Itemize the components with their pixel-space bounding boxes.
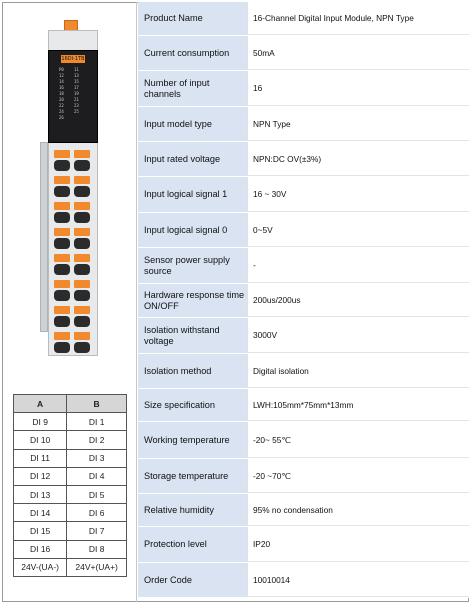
channel-number: 22 xyxy=(59,103,64,108)
spec-row xyxy=(138,459,469,494)
spec-value: 16 ~ 30V xyxy=(247,177,469,212)
pin-row xyxy=(14,504,127,522)
spec-label: Input rated voltage xyxy=(138,142,247,176)
terminal-wire-hole xyxy=(74,342,90,353)
spec-value: Digital isolation xyxy=(247,354,469,388)
channel-number: 21 xyxy=(74,97,79,102)
channel-number: 25 xyxy=(74,109,79,114)
terminal-release-button xyxy=(54,254,70,262)
terminal-wire-hole xyxy=(54,264,70,275)
pin-cell-b: DI 4 xyxy=(67,467,127,485)
pin-cell-b: DI 1 xyxy=(67,413,127,431)
spec-label: Input logical signal 1 xyxy=(138,177,247,212)
pin-cell-a: DI 15 xyxy=(14,522,67,540)
spec-value: 200us/200us xyxy=(247,284,469,317)
terminal-release-button xyxy=(74,228,90,236)
spec-value: -20 ~70℃ xyxy=(247,459,469,493)
terminal-wire-hole xyxy=(74,212,90,223)
channel-number: 18 xyxy=(59,91,64,96)
column-header-a: A xyxy=(14,395,67,413)
terminal-release-button xyxy=(54,306,70,314)
terminal-wire-hole xyxy=(74,316,90,327)
spec-label: Size specification xyxy=(138,389,247,421)
channel-number: 26 xyxy=(59,115,64,120)
terminal-release-button xyxy=(54,332,70,340)
spec-row xyxy=(138,71,469,107)
spec-value: 3000V xyxy=(247,318,469,353)
spec-label: Isolation method xyxy=(138,354,247,388)
terminal-pair xyxy=(52,278,94,304)
module-image xyxy=(44,20,98,356)
terminal-wire-hole xyxy=(54,238,70,249)
terminal-wire-hole xyxy=(54,212,70,223)
spec-value: - xyxy=(247,248,469,283)
spec-label: Input model type xyxy=(138,107,247,141)
channel-number: 12 xyxy=(59,73,64,78)
channel-number: 13 xyxy=(74,73,79,78)
spec-label: Protection level xyxy=(138,527,247,562)
pin-row xyxy=(14,485,127,503)
pin-cell-b: DI 5 xyxy=(67,485,127,503)
terminal-pair xyxy=(52,304,94,330)
spec-value: NPN:DC OV(±3%) xyxy=(247,142,469,176)
spec-value: -20~ 55℃ xyxy=(247,422,469,458)
spec-row xyxy=(138,213,469,248)
terminal-release-button xyxy=(74,306,90,314)
spec-label: Storage temperature xyxy=(138,459,247,493)
terminal-release-button xyxy=(54,150,70,158)
spec-label: Working temperature xyxy=(138,422,247,458)
spec-value: 16-Channel Digital Input Module, NPN Type xyxy=(247,2,469,35)
terminal-release-button xyxy=(74,280,90,288)
spec-label: Product Name xyxy=(138,2,247,35)
spec-label: Number of input channels xyxy=(138,71,247,106)
spec-row xyxy=(138,248,469,284)
terminal-wire-hole xyxy=(54,316,70,327)
spec-value: 16 xyxy=(247,71,469,106)
terminal-wire-hole xyxy=(54,160,70,171)
terminal-wire-hole xyxy=(54,342,70,353)
pin-cell-b: DI 6 xyxy=(67,504,127,522)
terminal-pair xyxy=(52,200,94,226)
terminal-wire-hole xyxy=(54,186,70,197)
terminal-wire-hole xyxy=(74,290,90,301)
pin-cell-b: DI 2 xyxy=(67,431,127,449)
spec-value: 50mA xyxy=(247,36,469,70)
channel-number: 11 xyxy=(74,67,79,72)
spec-row xyxy=(138,36,469,71)
spec-label: Sensor power supply source xyxy=(138,248,247,283)
spec-row xyxy=(138,354,469,389)
spec-row xyxy=(138,527,469,563)
pin-row xyxy=(14,413,127,431)
channel-number: 24 xyxy=(59,109,64,114)
pin-cell-a: 24V-(UA-) xyxy=(14,558,67,576)
terminal-release-button xyxy=(74,254,90,262)
terminal-pair xyxy=(52,226,94,252)
spec-value: 95% no condensation xyxy=(247,494,469,526)
terminal-wire-hole xyxy=(74,264,90,275)
spec-row xyxy=(138,422,469,459)
pin-cell-a: DI 9 xyxy=(14,413,67,431)
pin-cell-b: 24V+(UA+) xyxy=(67,558,127,576)
pin-assignment-table xyxy=(13,394,127,577)
channel-number: 15 xyxy=(74,79,79,84)
column-divider xyxy=(136,2,137,602)
pin-cell-b: DI 7 xyxy=(67,522,127,540)
terminal-release-button xyxy=(74,150,90,158)
spec-value: NPN Type xyxy=(247,107,469,141)
pin-table-header xyxy=(14,395,127,413)
pin-row xyxy=(14,431,127,449)
terminal-pair xyxy=(52,174,94,200)
spec-row xyxy=(138,107,469,142)
pin-cell-b: DI 3 xyxy=(67,449,127,467)
spec-row xyxy=(138,142,469,177)
pin-cell-b: DI 8 xyxy=(67,540,127,558)
spec-label: Input logical signal 0 xyxy=(138,213,247,247)
terminal-pair xyxy=(52,252,94,278)
spec-row xyxy=(138,494,469,527)
pin-cell-a: DI 11 xyxy=(14,449,67,467)
terminal-release-button xyxy=(54,228,70,236)
channel-number: 14 xyxy=(59,79,64,84)
column-header-b: B xyxy=(67,395,127,413)
pin-row xyxy=(14,540,127,558)
terminal-block xyxy=(52,148,94,356)
terminal-wire-hole xyxy=(54,290,70,301)
spec-label: Isolation withstand voltage xyxy=(138,318,247,353)
pin-row xyxy=(14,558,127,576)
pin-row xyxy=(14,449,127,467)
terminal-pair xyxy=(52,330,94,356)
channel-number: 20 xyxy=(59,97,64,102)
channel-numbers xyxy=(59,67,89,121)
terminal-release-button xyxy=(54,202,70,210)
channel-number: P0 xyxy=(59,67,64,72)
pin-row xyxy=(14,522,127,540)
spec-value: LWH:105mm*75mm*13mm xyxy=(247,389,469,421)
pin-row xyxy=(14,467,127,485)
spec-value: 0~5V xyxy=(247,213,469,247)
side-rail xyxy=(40,142,48,332)
spec-row xyxy=(138,177,469,213)
terminal-release-button xyxy=(74,332,90,340)
terminal-wire-hole xyxy=(74,186,90,197)
channel-number: 16 xyxy=(59,85,64,90)
spec-row xyxy=(138,284,469,318)
terminal-release-button xyxy=(54,176,70,184)
pin-cell-a: DI 12 xyxy=(14,467,67,485)
spec-label: Current consumption xyxy=(138,36,247,70)
spec-row xyxy=(138,2,469,36)
spec-row xyxy=(138,389,469,422)
pin-cell-a: DI 16 xyxy=(14,540,67,558)
pin-cell-a: DI 14 xyxy=(14,504,67,522)
module-status-panel xyxy=(48,50,98,143)
channel-number: 23 xyxy=(74,103,79,108)
pin-cell-a: DI 10 xyxy=(14,431,67,449)
spec-label: Order Code xyxy=(138,563,247,597)
terminal-release-button xyxy=(74,176,90,184)
terminal-wire-hole xyxy=(74,238,90,249)
spec-table xyxy=(138,2,469,602)
module-label: 16DI-1TB xyxy=(61,56,85,62)
channel-number: 17 xyxy=(74,85,79,90)
terminal-release-button xyxy=(74,202,90,210)
terminal-release-button xyxy=(54,280,70,288)
channel-number: 19 xyxy=(74,91,79,96)
spec-value: 10010014 xyxy=(247,563,469,597)
terminal-wire-hole xyxy=(74,160,90,171)
spec-label: Relative humidity xyxy=(138,494,247,526)
terminal-pair xyxy=(52,148,94,174)
spec-row xyxy=(138,318,469,354)
spec-label: Hardware response time ON/OFF xyxy=(138,284,247,317)
spec-value: IP20 xyxy=(247,527,469,562)
pin-cell-a: DI 13 xyxy=(14,485,67,503)
spec-row xyxy=(138,563,469,598)
